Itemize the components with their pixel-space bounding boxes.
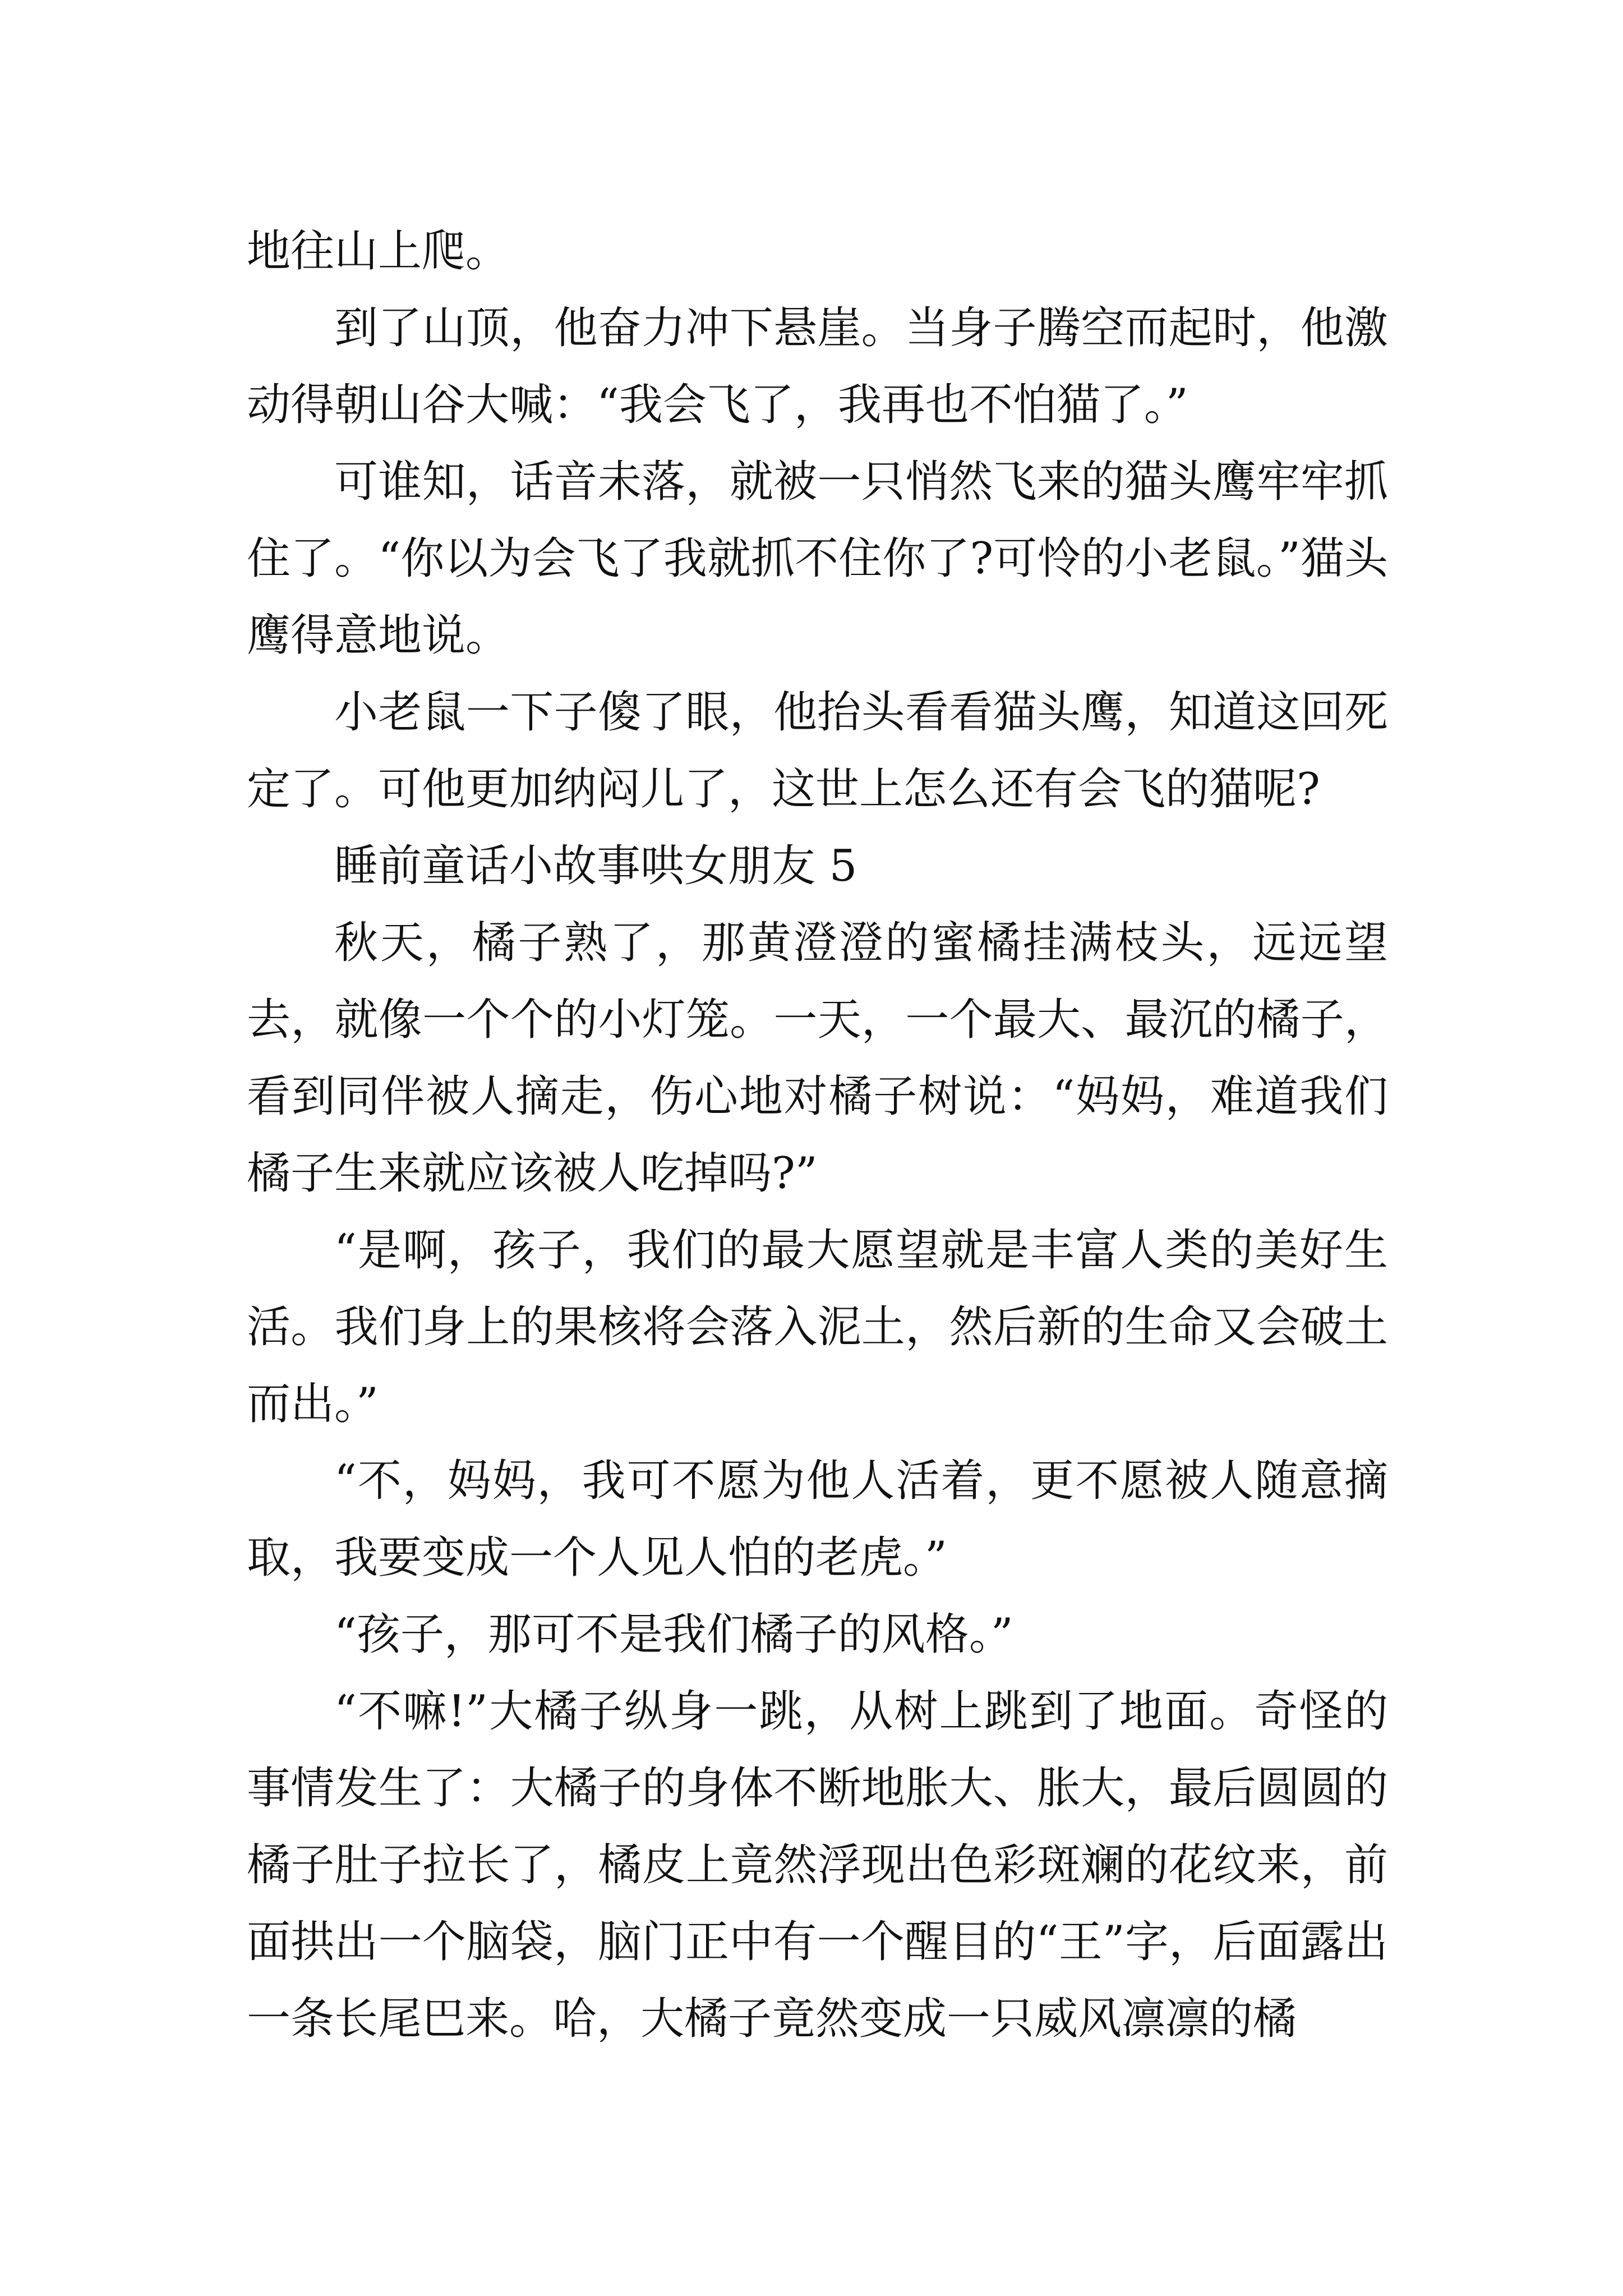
paragraph-8: “不，妈妈，我可不愿为他人活着，更不愿被人随意摘取，我要变成一个人见人怕的老虎。” bbox=[247, 1456, 1388, 1583]
paragraph-10: “不嘛!”大橘子纵身一跳，从树上跳到了地面。奇怪的事情发生了：大橘子的身体不断地胀大、胀大，最后圆圆的橘子肚子拉长了，橘皮上竟然浮现出色彩斑斓的花纹来，前面拱出一个脑袋，脑门正中有一个醒目的“王”字，后面露出一条长尾巴来。哈，大橘子竟然变成一只威风凛凛的橘 bbox=[247, 1686, 1388, 2044]
paragraph-1: 地往山上爬。 bbox=[247, 226, 510, 277]
paragraph-2: 到了山顶，他奋力冲下悬崖。当身子腾空而起时，他激动得朝山谷大喊：“我会飞了，我再也不怕猫了。” bbox=[247, 303, 1388, 430]
paragraph-7: “是啊，孩子，我们的最大愿望就是丰富人类的美好生活。我们身上的果核将会落入泥土，然后新的生命又会破土而出。” bbox=[247, 1225, 1388, 1429]
paragraph-4: 小老鼠一下子傻了眼，他抬头看看猫头鹰，知道这回死定了。可他更加纳闷儿了，这世上怎么还有会飞的猫呢? bbox=[247, 687, 1388, 815]
paragraph-3: 可谁知，话音未落，就被一只悄然飞来的猫头鹰牢牢抓住了。“你以为会飞了我就抓不住你了?可怜的小老鼠。”猫头鹰得意地说。 bbox=[247, 457, 1388, 661]
story-heading: 睡前童话小故事哄女朋友 5 bbox=[334, 841, 857, 891]
paragraph-9: “孩子，那可不是我们橘子的风格。” bbox=[334, 1609, 1013, 1660]
document-page bbox=[247, 213, 1388, 2058]
paragraph-6: 秋天，橘子熟了，那黄澄澄的蜜橘挂满枝头，远远望去，就像一个个的小灯笼。一天，一个最大、最沉的橘子，看到同伴被人摘走，伤心地对橘子树说：“妈妈，难道我们橘子生来就应该被人吃掉吗?” bbox=[247, 918, 1388, 1199]
